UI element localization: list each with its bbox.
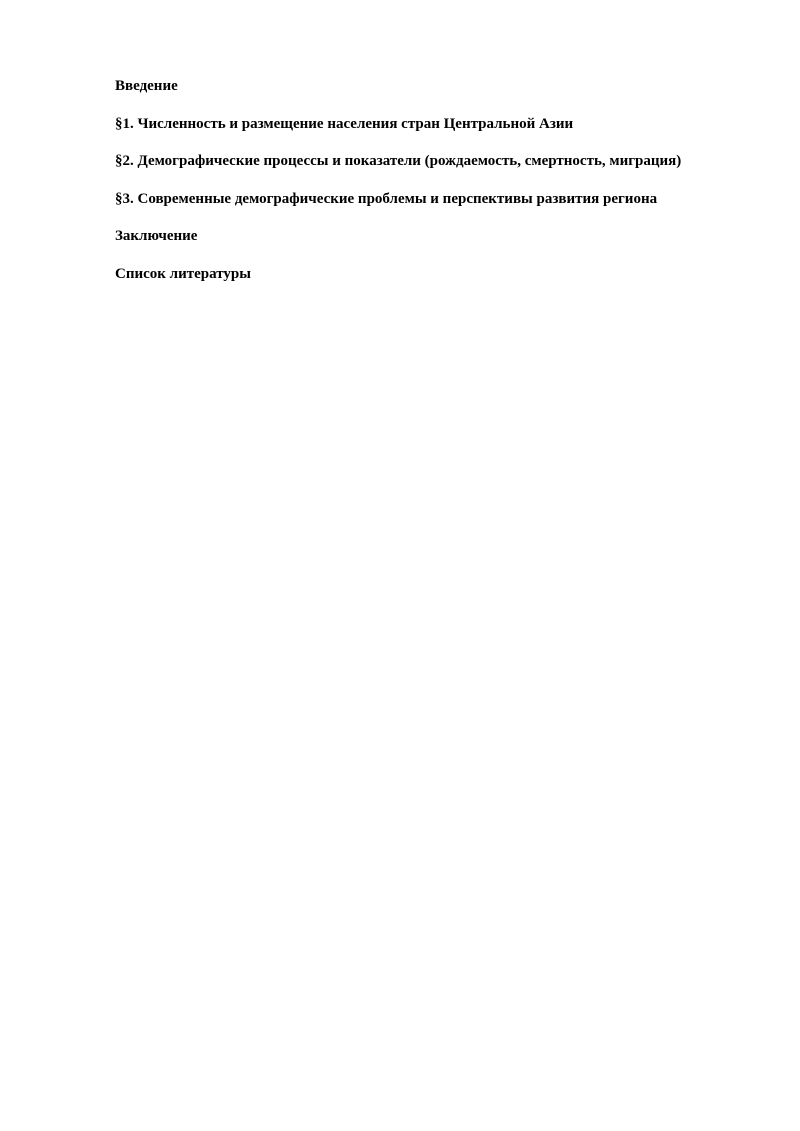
toc-item-section-2: §2. Демографические процессы и показатели (рождаемость, смертность, миграция) <box>115 153 682 169</box>
toc-item-introduction: Введение <box>115 78 178 94</box>
toc-item-bibliography: Список литературы <box>115 265 251 282</box>
table-of-contents <box>115 76 775 301</box>
toc-item-conclusion: Заключение <box>115 228 198 244</box>
toc-item-section-1: §1. Численность и размещение населения стран Центральной Азии <box>115 115 574 132</box>
toc-item-section-3: §3. Современные демографические проблемы и перспективы развития региона <box>115 190 658 207</box>
